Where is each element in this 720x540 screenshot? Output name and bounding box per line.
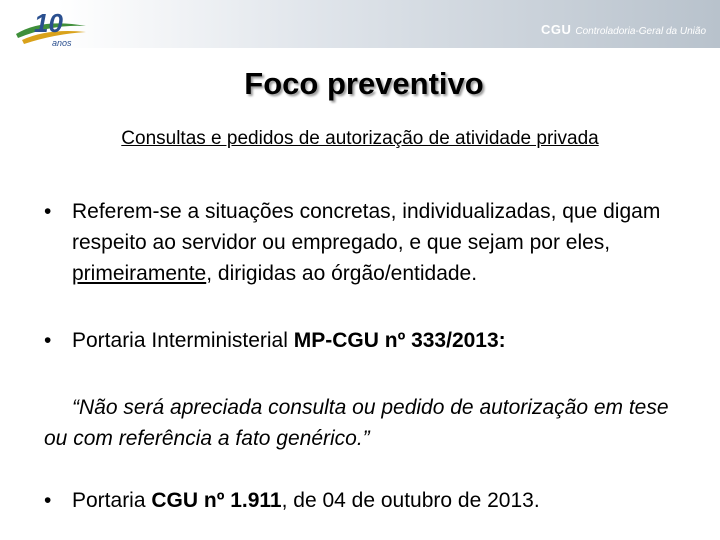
- org-logo-name: Controladoria-Geral da União: [575, 26, 706, 37]
- bullet-text: Referem-se a situações concretas, individualizadas, que digam respeito ao servidor ou empregado, e que sejam por eles, primeiramente, dirigidas ao órgão/entidade.: [72, 200, 661, 285]
- anniversary-word: anos: [52, 38, 72, 48]
- org-logo: [541, 22, 706, 40]
- underlined-word: primeiramente: [72, 262, 207, 285]
- bullet-text: Portaria Interministerial MP-CGU nº 333/2013:: [72, 329, 506, 352]
- bullet-item: [44, 196, 684, 289]
- bullet-marker: •: [44, 489, 52, 512]
- bullet-text: Portaria CGU nº 1.911, de 04 de outubro de 2013.: [72, 489, 540, 512]
- slide-subtitle: Consultas e pedidos de autorização de atividade privada: [121, 128, 599, 149]
- bold-reference: MP-CGU nº 333/2013:: [293, 329, 506, 352]
- bullet-item: [44, 485, 684, 516]
- bullet-marker: •: [44, 329, 52, 352]
- bold-reference: CGU nº 1.911: [151, 489, 282, 512]
- anniversary-logo-icon: [12, 4, 92, 48]
- slide-title: Foco preventivo: [244, 66, 484, 101]
- anniversary-number: 10: [34, 8, 63, 38]
- quote-text: “Não será apreciada consulta ou pedido de autorização em tese ou com referência a fato genérico.”: [44, 396, 669, 450]
- bullet-marker: •: [44, 200, 52, 223]
- org-logo-abbr: CGU: [540, 22, 572, 37]
- bullet-item: [44, 325, 684, 356]
